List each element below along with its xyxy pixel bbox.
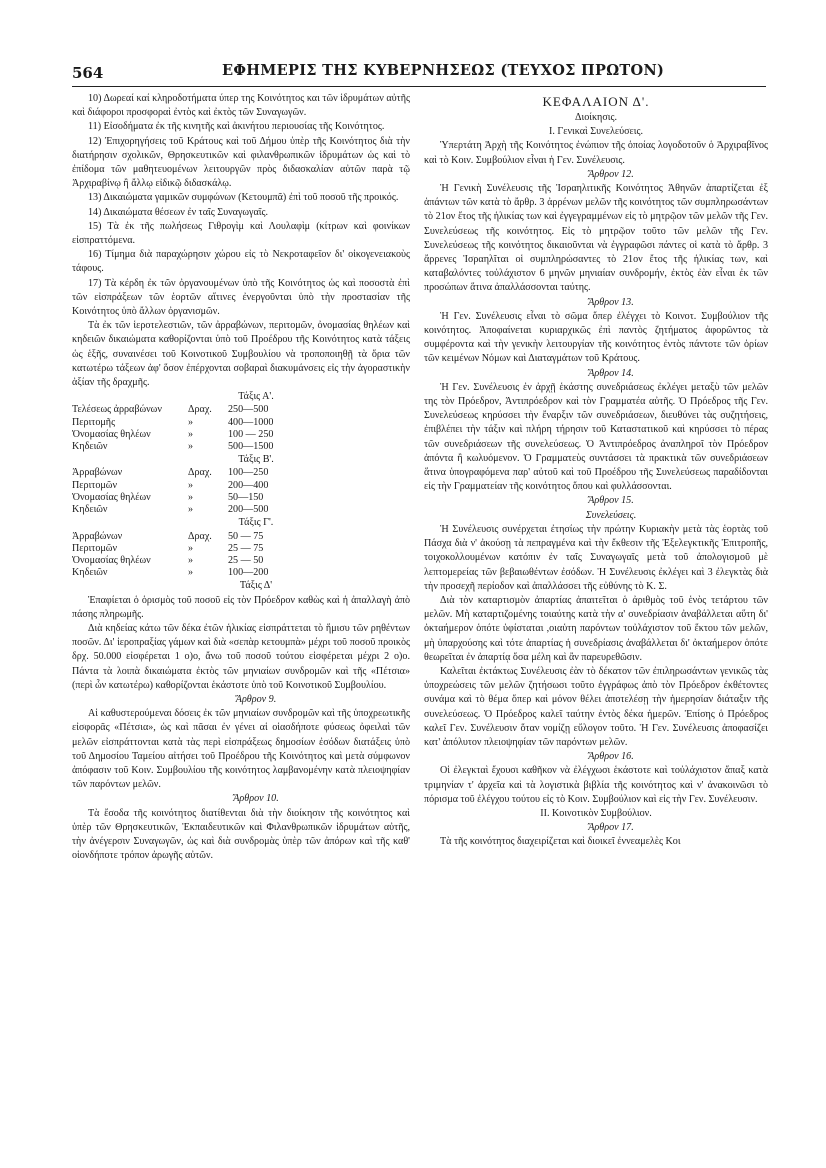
fee-table-b [72, 467, 410, 516]
fee-name: Κηδειῶν [72, 441, 108, 453]
fee-name: Περιτομῶν [72, 479, 118, 491]
table-row [72, 567, 410, 579]
fee-table-c [72, 531, 410, 580]
class-heading: Τάξις Γ'. [238, 517, 274, 529]
paragraph: 17) Τὰ κέρδη ἐκ τῶν ὀργανουμένων ὑπὸ τῆς Κοινότητος ὡς καὶ ποσοστὰ ἐπὶ τῶν εἰσπράξεων τῶν ἑορτῶν αἵτινες ἐνεργοῦνται ὑπὸ τὴν προστασίαν τῆς Κοινότητος ὑπὸ ἄλλων ὀργανισμῶν. [72, 277, 410, 318]
article-heading: Ἄρθρον 16. [588, 751, 634, 763]
paragraph: Ἡ Γενικὴ Συνέλευσις τῆς Ἰσραηλιτικῆς Κοινότητος Ἀθηνῶν ἀπαρτίζεται ἐξ ἁπάντων τῶν κατὰ τὸ ἄρθρ. 3 ἀρρένων μελῶν τῆς κοινότητος τῶν συμπληρωσάντων τὸ 21ον ἔτος τῆς ἡλικίας των καὶ ἐγγεγραμμένων εἰς τὸ μητρῷον τῶν μελῶν τῆς Γεν. Συνελεύσεως τῆς κοινότητος. Εἰς τὸ μητρῷον τοῦτο τῶν μελῶν τῆς Γεν. Συνελεύσεως τῆς κοινότητος δικαιοῦνται νὰ ἐγγραφῶσι πάντες οἱ κατὰ τὸ ἄρθρ. 3 ἄρρενες Ἰσραηλῖται οἱ συμπληρώσαντες τὸ 21ον ἔτος τῆς ἡλικίας των, καὶ καταβαλόντες τοὐλάχιστον 6 μηνῶν μηνιαίαν συνδρομήν, ἐκτὸς ἐὰν εἶναι ἐκ τῶν προσώπων ἅτινα ἀπαλλάσσονται ταύτης. [424, 183, 768, 294]
header-rule [72, 86, 766, 87]
table-row [72, 480, 410, 492]
paragraph: Ἐπαφίεται ὁ ὁρισμὸς τοῦ ποσοῦ εἰς τὸν Πρόεδρον καθὼς καὶ ἡ ἀπαλλαγὴ ἀπὸ πάσης πληρωμῆς. [72, 594, 410, 620]
fee-currency: » [188, 567, 194, 579]
fee-currency: » [188, 504, 194, 516]
article-heading: Ἄρθρον 14. [588, 367, 634, 379]
table-row [72, 441, 410, 453]
paragraph: Ἡ Γεν. Συνέλευσις ἐν ἀρχῇ ἑκάστης συνεδριάσεως ἐκλέγει μεταξὺ τῶν μελῶν της τὸν Πρόεδρον, Ἀντιπρόεδρον καὶ τὸν Γραμματέα αὐτῆς. Ὁ Πρόεδρος τῆς Γεν. Συνελεύσεως κηρύσσει τὴν ἔναρξιν τῶν συνεδριάσεων, διευθύνει τὰς συζητήσεις, ἐπιβλέπει τὴν τάξιν καὶ πλήρη τήρησιν τοῦ Καταστατικοῦ καὶ κηρύσσει τὸ πέρας τῶν συνεδριάσεων τῆς συνελεύσεως. Ὁ Ἀντιπρόεδρος ἀναπληροῖ τὸν Πρόεδρον ἀπόντα ἢ κωλυόμενον. Ὁ Γραμματεὺς συντάσσει τὰ πρακτικὰ τῶν συνεδριάσεων ἅτινα ὑπογραφόμενα παρ' αὐτοῦ καὶ τοῦ Προέδρου τῆς Συνελεύσεως παραδίδονται εἰς τὴν Γραμματείαν τῆς κοινότητος ὅπου καὶ φυλλάσσονται. [424, 381, 768, 493]
fee-range: 50—150 [228, 491, 264, 503]
table-row [72, 531, 410, 543]
paragraph: Οἱ ἐλεγκταὶ ἔχουσι καθῆκον νὰ ἐλέγχωσι ἑκάστοτε καὶ τοὐλάχιστον ἅπαξ κατὰ τριμηνίαν τ' ἀρχεῖα καὶ τὰ λογιστικὰ βιβλία τῆς κοινότητος καὶ ν' ἀνακοινῶσι τὸ πόρισμα τοῦ ἐλέγχου τούτου εἰς τὸ Κοιν. Συμβούλιον καὶ εἰς τὴν Γεν. Συνέλευσιν. [424, 765, 768, 805]
section-heading: Ι. Γενικαὶ Συνελεύσεις. [548, 126, 643, 138]
paragraph: Ὑπερτάτη Ἀρχὴ τῆς Κοινότητος ἐνώπιον τῆς ὁποίας λογοδοτοῦν ὁ Ἀρχιραβῖνος καὶ τὸ Κοιν. Συμβούλιον εἶναι ἡ Γεν. Συνέλευσις. [424, 140, 768, 166]
article-heading: Ἄρθρον 12. [588, 168, 634, 180]
article-heading: Ἄρθρον 17. [588, 822, 634, 834]
table-row [72, 492, 410, 504]
paragraph: 10) Δωρεαί καί κληροδοτήματα ύπερ της Κοινότητος και τῶν ἱδρυμάτων αὐτῆς καὶ διάφοροι προσφοραὶ ἐντὸς καὶ ἐκτὸς τῶν Συναγωγῶν. [72, 93, 410, 119]
fee-name: Ἀρραβώνων [72, 530, 123, 542]
fee-currency: » [188, 554, 194, 566]
paragraph: Τὰ τῆς κοινότητος διαχειρίζεται καὶ διοικεῖ ἐννεαμελὲς Κοι [440, 836, 681, 848]
fee-name: Ὀνομασίας θηλέων [72, 428, 151, 440]
section-heading: ΙΙ. Κοινοτικὸν Συμβούλιον. [540, 807, 652, 819]
table-row [72, 504, 410, 516]
fee-name: Ὀνομασίας θηλέων [72, 491, 151, 503]
chapter-title: ΚΕΦΑΛΑΙΟΝ Δ'. [542, 94, 650, 109]
fee-currency: Δραχ. [188, 467, 212, 479]
paragraph: Τὰ ἐκ τῶν ἱεροτελεστιῶν, τῶν ἀρραβώνων, περιτομῶν, ὀνομασίας θηλέων καὶ κηδειῶν δικαιώματα καθορίζονται ὑπὸ τοῦ Προέδρου τῆς Κοινότητος κατὰ τάξεις ὡς ἑξῆς, συναινέσει τοῦ Κοινοτικοῦ Συμβουλίου νὰ τροποποιηθῇ τὰ ὅρια τῶν κατωτέρω τάξεων ἀφ' ὅσον ἐπέρχονται σοβαραὶ διακυμάνσεις εἰς τὴν ἀγοραστικὴν ἀξίαν τῆς δραχμῆς. [72, 320, 410, 389]
paragraph: Καλεῖται ἐκτάκτως Συνέλευσις ἐὰν τὸ δέκατον τῶν ἐπιληρωσάντων γενικῶς τὰς ὑποχρεώσεις τῶν μελῶν ζητήσωσι τοῦτο ἐγγράφως ἀπὸ τὸν Πρόεδρον ἐκθέτοντες συνάμα καὶ τὸ θέμα ὅπερ καὶ μόνον θέλει ἀποτελέσῃ τὴν ἡμερησίαν διάταξιν τῆς συνελεύσεως. Ὁ Πρόεδρος καλεῖ ταύτην ἐντὸς δέκα ἡμερῶν. Ἐπίσης ὁ Πρόεδρος καλεῖ Γεν. Συνέλευσιν ὅταν νομίζῃ εὔλογον τοῦτο. Ἡ Γεν. Συνέλευσις ἀποφασίζει κατ' ἀπόλυτον πλειοψηφίαν τῶν παρόντων μελῶν. [424, 665, 768, 748]
fee-currency: » [188, 416, 194, 428]
article-heading: Ἄρθρον 9. [235, 693, 277, 705]
paragraph: Διὰ τὸν καταρτισμὸν ἀπαρτίας ἀπαιτεῖται ὁ ἀριθμὸς τοῦ ἑνὸς τετάρτου τῶν μελῶν. Μὴ καταρτιζομένης τοιαύτης κατὰ τὴν α' συνεδρίασιν ἀναβάλλεται αὕτη δι' ὀκταήμερον ὁπότε ὑφίσταται ,οιαὑτη παρόντων τοὐλάχιστον τοῦ ἕκτου τῶν μελῶν, μὴ ὑπαρχούσης καὶ τότε ἀπαρτίας ἡ συνεδρίασις ἀναβάλλεται δι' ὀκταήμερον ὁπότε θεωρεῖται ἐν ἀπαρτίᾳ ὅσα μέλη καὶ ἂν παρευρεθῶσιν. [424, 594, 768, 663]
table-row [72, 543, 410, 555]
fee-name: Περιτομῆς [72, 416, 116, 428]
class-heading: Τάξις Β'. [238, 454, 274, 466]
table-row [72, 417, 410, 429]
fee-name: Τελέσεως ἀρραβώνων [72, 404, 162, 416]
fee-name: Ὀνομασίας θηλέων [72, 554, 151, 566]
paragraph: Ἡ Γεν. Συνέλευσις εἶναι τὸ σῶμα ὅπερ ἐλέγχει τὸ Κοινοτ. Συμβούλιον τῆς κοινότητος. Ἀποφαίνεται κυριαρχικῶς ἐπὶ παντὸς ζητήματος ἀφορῶντος τὰ συμφέροντα καὶ τὴν γενικὴν λειτουργίαν τῆς κοινότητος ἐντὸς πάντοτε τῶν ὁρίων τῶν κειμένων Νόμων καὶ Διαταγμάτων τοῦ Κράτους. [424, 310, 768, 365]
article-subheading: Συνελεύσεις. [585, 509, 637, 521]
table-row [72, 467, 410, 479]
class-heading: Τάξις Α'. [238, 391, 274, 403]
fee-currency: » [188, 441, 194, 453]
fee-range: 25 — 50 [228, 554, 264, 566]
page-number: 564 [72, 64, 104, 82]
fee-name: Περιτομῶν [72, 542, 118, 554]
paragraph: Τὰ ἔσοδα τῆς κοινότητος διατίθενται διὰ τὴν διοίκησιν τῆς κοινότητος καὶ ὑπὲρ τῶν Θρησκευτικῶν, Ἐκπαιδευτικῶν καὶ Φιλανθρωπικῶν ἱδρυμάτων αὐτῆς, τὴν ἀνέγερσιν Συναγωγῶν, ὡς καὶ διὰ συνδρομὰς ὑπὲρ τῶν ἀπόρων καὶ τῆς καθ' οἱονδήποτε τρόπον ἀρωγῆς αὐτῶν. [72, 807, 410, 862]
paragraph: 13) Δικαιώματα γαμικῶν συμφώνων (Κετουμπᾶ) ἐπὶ τοῦ ποσοῦ τῆς προικός. [88, 192, 399, 204]
fee-range: 250—500 [228, 404, 269, 416]
right-column [424, 92, 768, 850]
left-column [72, 92, 410, 863]
paragraph: 12) Ἐπιχορηγήσεις τοῦ Κράτους καὶ τοῦ Δήμου ὑπὲρ τῆς Κοινότητος διὰ τὴν διατήρησιν σχολικῶν, Θρησκευτικῶν καὶ φιλανθρωπικῶν ἱδρυμάτων ὡς καὶ τὸ ἐπίδομα τῶν μαθητευομένων λειτουργῶν πρὸς διδασκαλίαν αὐτῶν παρὰ τῷ Ἀρχιραβίνῳ ἢ ἄλλῳ εἰδικῷ διδασκάλῳ. [72, 135, 410, 190]
paragraph: 16) Τίμημα διὰ παραχώρησιν χώρου εἰς τὸ Νεκροταφεῖον δι' οἰκογενειακοὺς τάφους. [72, 249, 410, 275]
fee-currency: » [188, 479, 194, 491]
fee-table-a [72, 404, 410, 453]
fee-name: Κηδειῶν [72, 504, 108, 516]
fee-currency: » [188, 491, 194, 503]
fee-currency: » [188, 542, 194, 554]
fee-currency: Δραχ. [188, 404, 212, 416]
chapter-subtitle: Διοίκησις. [574, 112, 617, 123]
fee-range: 400—1000 [228, 416, 274, 428]
paragraph: 14) Δικαιώματα θέσεων ἐν ταῖς Συναγωγαῖς. [88, 206, 269, 218]
fee-name: Ἀρραβώνων [72, 467, 123, 479]
paragraph: 15) Τὰ ἐκ τῆς πωλήσεως Γιθρογὶμ καὶ Λουλαφὶμ (κίτρων καὶ φοινίκων εἰσπραττόμενα. [72, 220, 410, 247]
fee-currency: Δραχ. [188, 530, 212, 542]
article-heading: Ἄρθρον 10. [233, 793, 279, 805]
fee-range: 50 — 75 [228, 530, 264, 542]
fee-range: 200—400 [228, 479, 269, 491]
class-heading: Τάξις Δ' [239, 580, 273, 592]
fee-currency: » [188, 428, 194, 440]
gazette-title: ΕΦΗΜΕΡΙΣ ΤΗΣ ΚΥΒΕΡΝΗΣΕΩΣ (ΤΕΥΧΟΣ ΠΡΩΤΟΝ) [222, 62, 665, 79]
paragraph: Αἱ καθυστερούμεναι δόσεις ἐκ τῶν μηνιαίων συνδρομῶν καὶ τῆς ὑποχρεωτικῆς εἰσφορᾶς «Πέτσια», ὡς καὶ πᾶσαι ἐν γένει αἱ οἱασδήποτε φύσεως ὀφειλαὶ τῶν μελῶν εἰσπράττονται κατὰ τὰς περὶ εἰσπράξεως δημοσίων ἐσόδων διατάξεις ὑπὸ τοῦ Δημοσίου Ταμείου αἰτήσει τοῦ Προέδρου τῆς Κοινότητος καὶ μετὰ σύμφωνον ἀπόφασιν τοῦ Κοιν. Συμβουλίου τῆς κοινότητος λαμβανομένην κατὰ πλειοψηφίαν τῶν παρόντων μελῶν. [72, 708, 410, 791]
fee-name: Κηδειῶν [72, 567, 108, 579]
table-row [72, 429, 410, 441]
fee-range: 500—1500 [228, 441, 274, 453]
paragraph: 11) Εἰσοδήματα ἐκ τῆς κινητῆς καὶ ἀκινήτου περιουσίας τῆς Κοινότητος. [88, 121, 385, 133]
paragraph: Διὰ κηδείας κάτω τῶν δέκα ἐτῶν ἡλικίας εἰσπράττεται τὸ ἥμισυ τῶν ρηθέντων ποσῶν. Δι' ἱεροπραξίας γάμων καὶ διὰ «σεπὰρ κετουμπὰ» μέχρι τοῦ ποσοῦ προικὸς δρχ. 50.000 εἰσφέρεται 1 ο)ο, ἄνω τοῦ ποσοῦ τούτου εἰσφέρεται μέχρι 2 ο)ο. Πάντα τὰ λοιπὰ δικαιώματα ἐκτὸς τῶν μηνιαίων συνδρομῶν καὶ τῆς «Πέτσια» (περὶ ὧν κατωτέρω) καθορίζονται ἑκάστοτε ὑπὸ τοῦ Κοινοτικοῦ Συμβουλίου. [72, 622, 410, 691]
fee-range: 100—200 [228, 567, 269, 579]
article-heading: Ἄρθρον 15. [588, 495, 634, 507]
fee-range: 200—500 [228, 504, 269, 516]
paragraph: Ἡ Συνέλευσις συνέρχεται ἐτησίως τὴν πρώτην Κυριακὴν μετὰ τὰς ἑορτὰς τοῦ Πάσχα διὰ ν' ἀκούσῃ τὰ πεπραγμένα καὶ τὴν ἔκθεσιν τῆς Ἐξελεγκτικῆς Ἐπιτροπῆς, τοιχοκολλουμένων κατόπιν ἐν ταῖς Συναγωγαῖς μετὰ τοῦ ἀπολογισμοῦ μὲ λεπτομερείας τῶν βεβαιωθέντων ἐσόδων. Ἡ Συνέλευσις ἐκλέγει καὶ 3 ἐλεγκτὰς διὰ τὴν προσεχῆ περίοδον καὶ ἀπαλλάσσει τῆς εὐθύνης τὸ Κ. Σ. [424, 523, 768, 592]
table-row [72, 555, 410, 567]
table-row [72, 404, 410, 416]
page-header [72, 62, 762, 84]
fee-range: 100 — 250 [228, 428, 274, 440]
fee-range: 25 — 75 [228, 542, 264, 554]
article-heading: Ἄρθρον 13. [588, 296, 634, 308]
fee-range: 100—250 [228, 467, 269, 479]
